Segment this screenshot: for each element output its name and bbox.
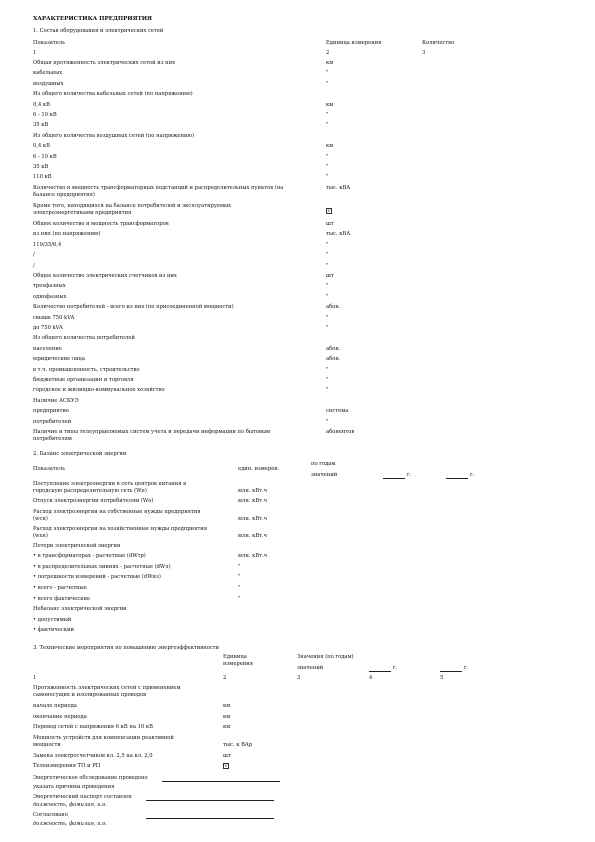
s1-row-label: / bbox=[33, 252, 35, 259]
footer-approved-label: Согласовано bbox=[33, 812, 68, 818]
s1-row-label: 0,4 кВ bbox=[33, 143, 50, 150]
s2-row-label: Поступление электроэнергии в сеть центров питания в bbox=[33, 481, 187, 487]
s1-row-label: бюджетные организации и торговля bbox=[33, 377, 134, 383]
s1-row-label: однофазных bbox=[33, 293, 67, 300]
s3-row-unit: шт bbox=[223, 752, 231, 759]
s3-row-unit: км bbox=[223, 703, 231, 709]
s1-row-label: 35 кВ bbox=[33, 122, 49, 129]
s1-idx-3: 3 bbox=[422, 50, 426, 56]
s1-row-unit: шт bbox=[326, 273, 334, 279]
s2-row-unit: млн. кВт.ч bbox=[238, 498, 268, 504]
s1-row-unit: " bbox=[326, 112, 329, 118]
s2-year-blank-2[interactable] bbox=[446, 478, 468, 479]
s1-row-label: воздушных bbox=[33, 80, 64, 87]
s3-idx-1: 1 bbox=[33, 675, 37, 681]
section-2-heading: 2. Баланс электрической энергии bbox=[33, 451, 127, 457]
s3-row-label: начало периода bbox=[33, 703, 77, 709]
footer-audit-hint: указать причины проведения bbox=[33, 784, 115, 790]
s3-row-label: Замена электросчетчиков кл. 2,5 на кл. 2,0 bbox=[33, 752, 153, 759]
s1-row-label: 35 кВ bbox=[33, 164, 49, 170]
s3-row-label: Мощность устройств для компенсации реактивной bbox=[33, 734, 174, 741]
s1-row-label: / bbox=[33, 262, 35, 269]
s1-row-label: Наличие и типы телеуправляемых систем учета и передачи информации по бытовым bbox=[33, 429, 271, 435]
footer-audit-label: Энергетическое обследование проведено bbox=[33, 775, 148, 781]
s1-idx-1: 1 bbox=[33, 50, 37, 56]
s2-row-label-cont: (wхн) bbox=[33, 532, 48, 539]
s1-row-label: до 750 kVA bbox=[33, 325, 63, 331]
s2-row-unit: млн. кВт.ч bbox=[238, 515, 268, 522]
s3-col-unit: Единица bbox=[223, 654, 247, 660]
s1-row-unit: " bbox=[326, 174, 329, 181]
s2-row-label: • всего - расчетные bbox=[33, 585, 87, 591]
s3-col-val: Значения (по годам) bbox=[297, 654, 354, 660]
s2-row-label: • в распределительных линиях - расчетные (dWл) bbox=[33, 563, 171, 570]
s1-row-unit: " bbox=[326, 80, 329, 87]
s3-row-label: Перевод сетей с напряжения 6 кВ на 10 кВ bbox=[33, 724, 153, 731]
s1-row-unit: " bbox=[326, 377, 329, 383]
s2-row-label: • всего фактические bbox=[33, 595, 90, 602]
s3-idx-5: 5 bbox=[440, 675, 444, 681]
s1-row-label: Из общего количества кабельных сетей (по напряжению) bbox=[33, 91, 193, 98]
s1-row-unit: " bbox=[326, 252, 329, 259]
footer-approved-hint: должность, фамилия, и.о. bbox=[33, 821, 108, 827]
s2-row-unit: " bbox=[238, 585, 241, 591]
s2-row-label: Небаланс электрической энергии bbox=[33, 606, 127, 613]
s1-row-unit: тыс. кВА bbox=[326, 185, 351, 191]
s1-row-unit: " bbox=[326, 293, 329, 300]
s1-row-unit: " bbox=[326, 122, 329, 129]
s1-row-label: Кроме того, находящихся на балансе потребителей и эксплуатируемых bbox=[33, 203, 232, 209]
s1-row-label: юридические лица bbox=[33, 356, 85, 363]
s1-row-unit: " bbox=[326, 366, 329, 373]
s3-row-unit: км bbox=[223, 724, 231, 731]
s2-row-unit: " bbox=[238, 595, 241, 602]
s1-row-unit: км bbox=[326, 60, 334, 66]
s1-row-label: Количество и мощность трансформаторных подстанций и распределительных пунктов (на bbox=[33, 185, 284, 191]
s3-col-unit2: измерения bbox=[223, 661, 253, 667]
s3-idx-4: 4 bbox=[369, 675, 373, 681]
s3-row-label: Телеизмерения ТП и РП bbox=[33, 763, 101, 770]
s1-row-label: 0,4 кВ bbox=[33, 101, 50, 108]
s3-idx-3: 3 bbox=[297, 675, 301, 681]
s2-col-name: Показатель bbox=[33, 466, 65, 472]
s1-row-label: Из общего количества воздушных сетей (по напряжению) bbox=[33, 132, 194, 139]
s3-idx-2: 2 bbox=[223, 675, 227, 681]
s2-row-label: Расход электроэнергии на хозяйственные нужды предприятия bbox=[33, 525, 207, 532]
s1-row-label: население bbox=[33, 345, 62, 352]
s2-row-label: Отпуск электроэнергии потребителям (Wо) bbox=[33, 498, 154, 504]
s1-row-label: городское и жилищно-коммунальное хозяйство bbox=[33, 387, 165, 394]
footer-passport-label: Энергетический паспорт составлен bbox=[33, 794, 132, 800]
s1-row-label: кабельных bbox=[33, 70, 63, 77]
s1-row-label-cont: электроэнергетиками предприятия bbox=[33, 210, 132, 216]
s1-row-label: 110/35/6,4 bbox=[33, 241, 62, 248]
s3-row-label: Протяженность электрических сетей с применением bbox=[33, 685, 181, 691]
s1-row-label: Общее количество и мощность трансформаторов bbox=[33, 221, 169, 227]
document-title: ХАРАКТЕРИСТИКА ПРЕДПРИЯТИЯ bbox=[33, 16, 152, 22]
s1-row-label: 6 - 10 кВ bbox=[33, 112, 57, 118]
s2-row-unit: " bbox=[238, 563, 241, 570]
s1-row-unit: абон. bbox=[326, 304, 341, 311]
s2-row-unit: млн. кВт.ч bbox=[238, 532, 268, 539]
s1-row-unit: " bbox=[326, 325, 329, 331]
s1-row-unit: " bbox=[326, 283, 329, 290]
s2-year-suffix-1: г. bbox=[407, 472, 412, 478]
s1-row-label: 6 - 10 кВ bbox=[33, 153, 57, 160]
s1-idx-2: 2 bbox=[326, 50, 330, 56]
s1-row-unit: абон. bbox=[326, 356, 341, 363]
s2-row-label: Потери электрической энергии bbox=[33, 542, 121, 549]
s1-row-label: в т.ч. промышленность, строительство bbox=[33, 366, 140, 373]
s1-row-label: Из общего количества потребителей bbox=[33, 335, 135, 342]
s1-row-unit: " bbox=[326, 387, 329, 394]
s2-row-label: • допустимый bbox=[33, 616, 72, 623]
s2-col-year2: значений bbox=[311, 472, 338, 478]
s1-row-label: 110 кВ bbox=[33, 174, 52, 181]
s3-row-checkbox[interactable]: V bbox=[224, 763, 228, 770]
s3-row-label-cont: мощности bbox=[33, 741, 61, 748]
s1-row-unit: " bbox=[326, 241, 329, 248]
s1-col-unit: Единица измерения bbox=[326, 40, 382, 46]
s1-row-unit: тыс. кВА bbox=[326, 231, 351, 238]
footer-audit-field[interactable] bbox=[162, 781, 280, 782]
s2-row-label: • погрешности измерений - расчетные (dWиз) bbox=[33, 574, 161, 581]
s2-col-unit: един. измерен. bbox=[238, 466, 280, 472]
section-3-heading: 3. Технические мероприятия по повышению энергоэффективности bbox=[33, 645, 219, 651]
s1-row-label: из них (по напряжению) bbox=[33, 231, 101, 238]
s2-row-unit: млн. кВт.ч bbox=[238, 553, 268, 560]
s1-row-unit: км bbox=[326, 101, 334, 108]
s1-row-label: предприятие bbox=[33, 408, 69, 415]
s2-row-unit: млн. кВт.ч bbox=[238, 488, 268, 494]
s1-row-unit: " bbox=[326, 153, 329, 160]
s2-row-label: • в трансформаторах - расчетные (dWтр) bbox=[33, 553, 146, 560]
s1-row-unit: абонентов bbox=[326, 429, 355, 435]
s1-row-unit: шт bbox=[326, 221, 334, 227]
s1-row-label-cont: потребителям bbox=[33, 436, 72, 442]
s1-row-unit: км bbox=[326, 143, 334, 150]
s1-row-unit: " bbox=[326, 164, 329, 170]
s3-year-suffix-1: г. bbox=[393, 665, 398, 671]
s1-col-qty: Количество bbox=[422, 40, 455, 46]
s3-row-unit: км bbox=[223, 713, 231, 720]
s1-row-unit: " bbox=[326, 70, 329, 77]
s1-row-unit: " bbox=[326, 314, 329, 321]
s1-row-unit: абон. bbox=[326, 345, 341, 352]
s1-row-label: Общая протяженность электрических сетей из них bbox=[33, 60, 176, 66]
s1-row-label: Общее количество электрических счетчиков из них bbox=[33, 273, 177, 279]
s2-row-label: • фактический bbox=[33, 627, 74, 634]
s1-col-name: Показатель bbox=[33, 40, 65, 46]
s1-row-unit: " bbox=[326, 262, 329, 269]
section-1-heading: 1. Состав оборудования и электрических сетей bbox=[33, 28, 164, 34]
s1-row-label: трехфазных bbox=[33, 283, 66, 290]
s2-year-blank-1[interactable] bbox=[383, 478, 405, 479]
s2-row-label: Расход электроэнергии на собственные нужды предприятия bbox=[33, 508, 201, 515]
footer-passport-hint: должность, фамилия, и.о. bbox=[33, 802, 108, 808]
s2-row-label-cont: (wсн) bbox=[33, 515, 48, 522]
s3-row-label-cont: самонесущих и изолированных проводов bbox=[33, 692, 147, 698]
footer-passport-field[interactable] bbox=[146, 800, 274, 801]
s3-col-val2: значений bbox=[297, 665, 324, 671]
s3-year-suffix-2: г. bbox=[464, 665, 469, 671]
s1-row-label: потребителей bbox=[33, 418, 72, 425]
s1-row-label: Количество потребителей - всего из них (по присоединенной мощности) bbox=[33, 304, 234, 311]
s3-row-unit: тыс. к ВАр bbox=[223, 741, 253, 748]
s1-row-label-cont: балансе предприятия) bbox=[33, 192, 95, 198]
s1-row-unit: система bbox=[326, 408, 349, 415]
footer-approved-field[interactable] bbox=[146, 818, 274, 819]
s2-year-suffix-2: г. bbox=[470, 472, 475, 478]
s2-col-year: по годам bbox=[311, 461, 336, 467]
s3-row-label: окончание периода bbox=[33, 713, 87, 720]
s2-row-label-cont: городскую распределительную сеть (Wп) bbox=[33, 488, 147, 494]
s1-row-unit: " bbox=[326, 418, 329, 425]
s1-row-label: Наличие АСКУЭ bbox=[33, 397, 79, 404]
s3-year-blank-1[interactable] bbox=[369, 671, 391, 672]
s3-year-blank-2[interactable] bbox=[440, 671, 462, 672]
s1-row-label: свыше 750 kVA bbox=[33, 314, 75, 321]
s1-row-checkbox[interactable]: V bbox=[327, 208, 331, 214]
s2-row-unit: " bbox=[238, 574, 241, 581]
